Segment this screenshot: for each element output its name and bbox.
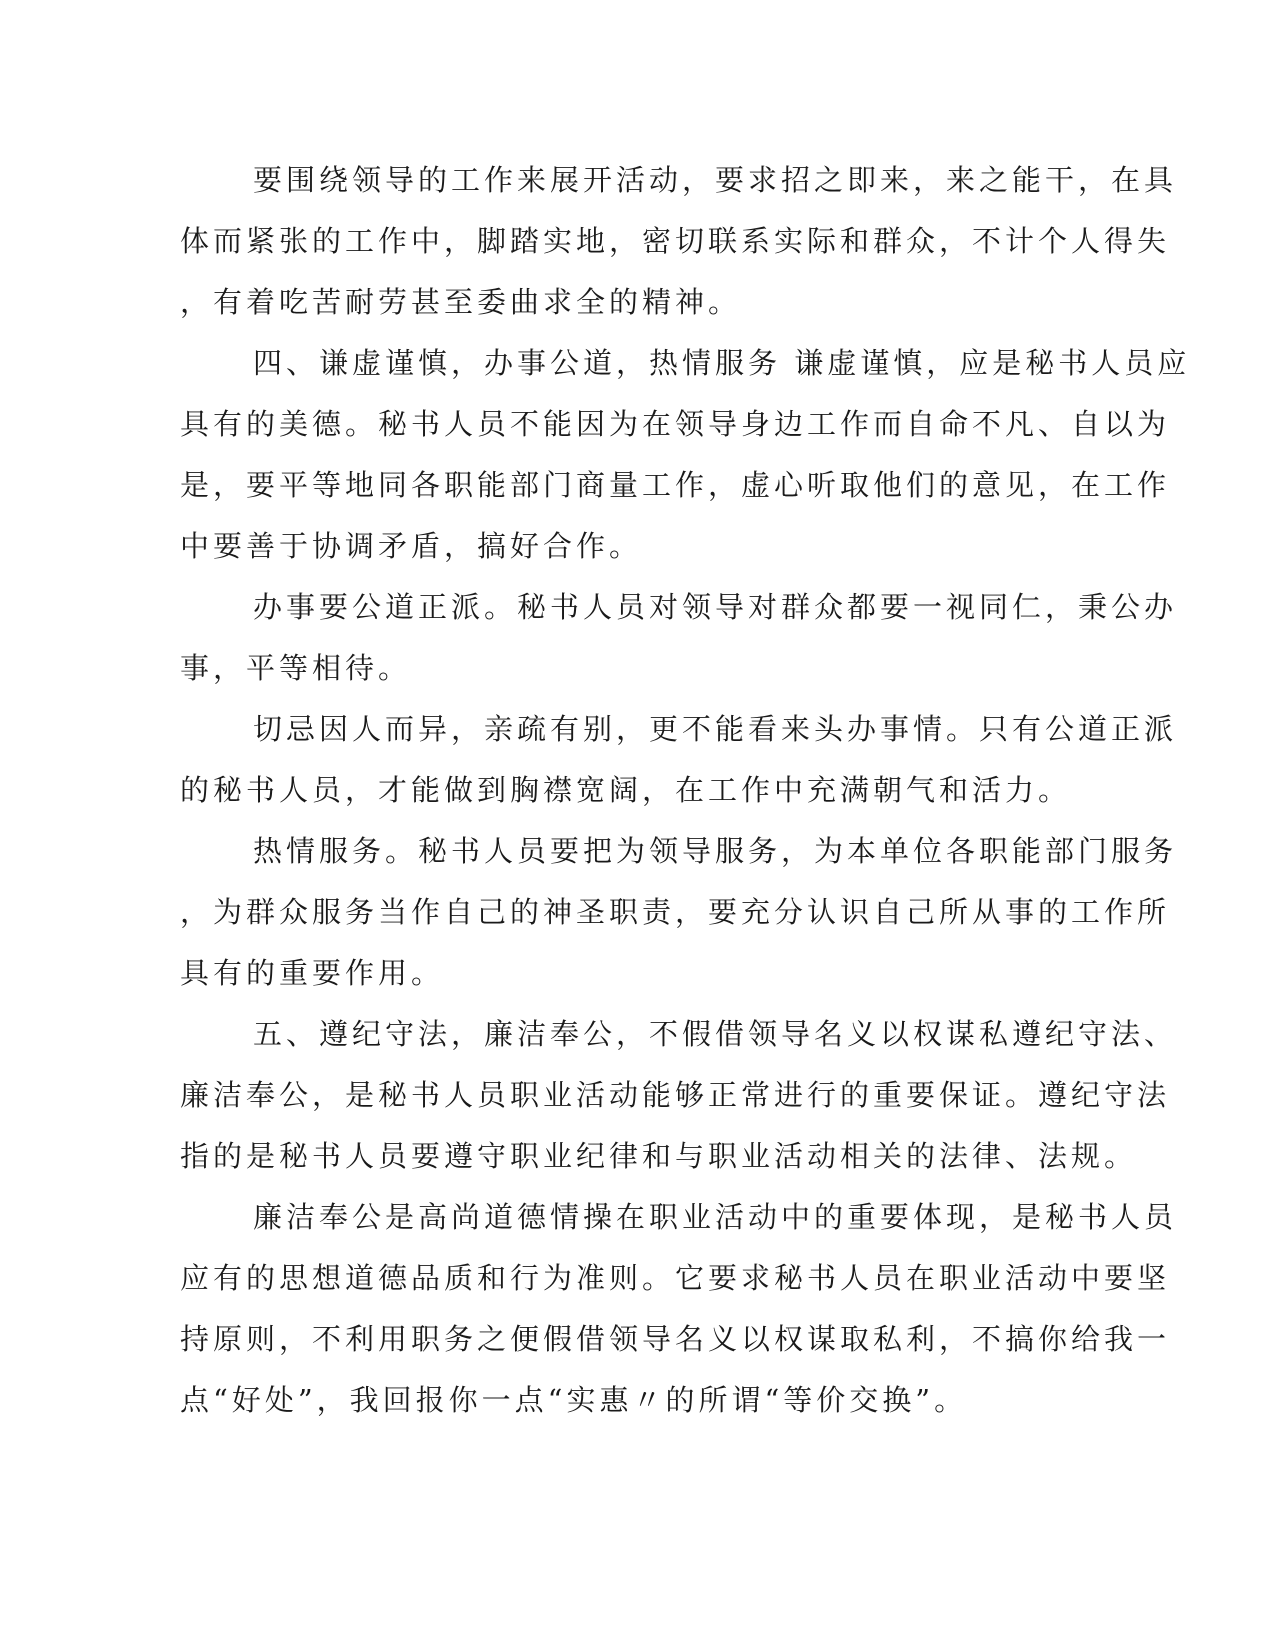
text-line: 指的是秘书人员要遵守职业纪律和与职业活动相关的法律、法规。 xyxy=(180,1139,1138,1173)
text-line: 办事要公道正派。秘书人员对领导对群众都要一视同仁，秉公办 xyxy=(253,590,1178,624)
text-line: 具有的美德。秘书人员不能因为在领导身边工作而自命不凡、自以为 xyxy=(180,407,1171,441)
text-line: 廉洁奉公是高尚道德情操在职业活动中的重要体现，是秘书人员 xyxy=(253,1200,1178,1234)
text-line: 的秘书人员，才能做到胸襟宽阔，在工作中充满朝气和活力。 xyxy=(180,773,1072,807)
text-line: 应有的思想道德品质和行为准则。它要求秘书人员在职业活动中要坚 xyxy=(180,1261,1171,1295)
text-line: 体而紧张的工作中，脚踏实地，密切联系实际和群众，不计个人得失 xyxy=(180,224,1171,258)
text-line: 是，要平等地同各职能部门商量工作，虚心听取他们的意见，在工作 xyxy=(180,468,1171,502)
text-line: 廉洁奉公，是秘书人员职业活动能够正常进行的重要保证。遵纪守法 xyxy=(180,1078,1171,1112)
text-line: 五、遵纪守法，廉洁奉公，不假借领导名义以权谋私遵纪守法、 xyxy=(253,1017,1178,1051)
document-body xyxy=(180,150,1191,1431)
text-line: 事，平等相待。 xyxy=(180,651,412,685)
text-line: ，有着吃苦耐劳甚至委曲求全的精神。 xyxy=(180,285,742,319)
text-line: 持原则，不利用职务之便假借领导名义以权谋取私利，不搞你给我一 xyxy=(180,1322,1171,1356)
text-line: ，为群众服务当作自己的神圣职责，要充分认识自己所从事的工作所 xyxy=(180,895,1171,929)
text-line: 点“好处”，我回报你一点“实惠〃的所谓“等价交换”。 xyxy=(180,1383,968,1417)
text-line: 切忌因人而异，亲疏有别，更不能看来头办事情。只有公道正派 xyxy=(253,712,1178,746)
text-line: 具有的重要作用。 xyxy=(180,956,445,990)
text-line: 四、谦虚谨慎，办事公道，热情服务 谦虚谨慎，应是秘书人员应 xyxy=(253,346,1191,380)
text-line: 热情服务。秘书人员要把为领导服务，为本单位各职能部门服务 xyxy=(253,834,1178,868)
text-line: 中要善于协调矛盾，搞好合作。 xyxy=(180,529,643,563)
text-line: 要围绕领导的工作来展开活动，要求招之即来，来之能干，在具 xyxy=(253,163,1178,197)
